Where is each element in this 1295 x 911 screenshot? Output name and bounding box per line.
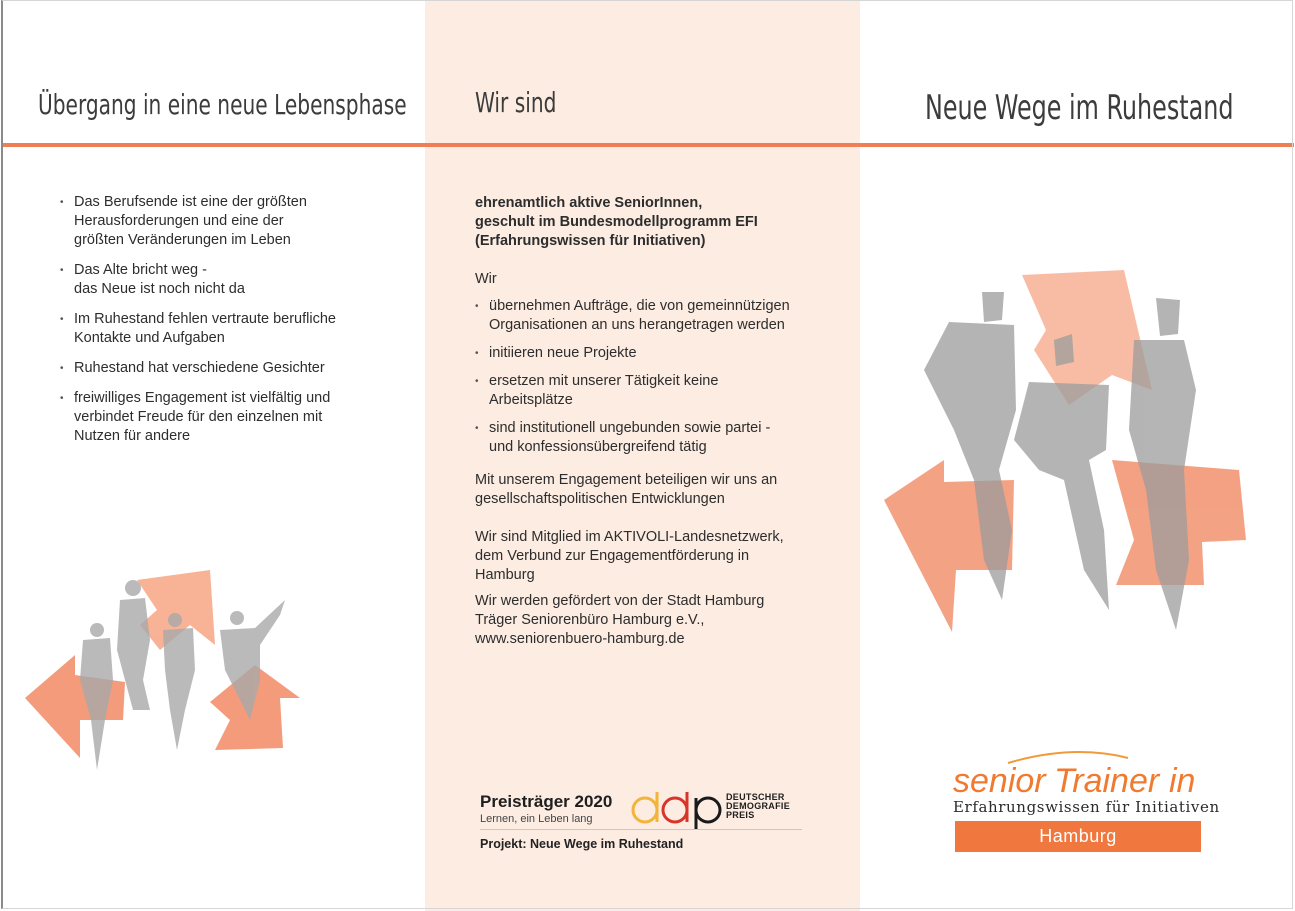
demografie-preis-text — [726, 793, 790, 820]
list-item-line: Arbeitsplätze — [489, 392, 573, 408]
text-line: Hamburg — [475, 567, 535, 583]
list-item-line: Organisationen an uns herangetragen werden — [489, 317, 785, 333]
brand-subtitle: Erfahrungswissen für Initiativen — [953, 798, 1220, 816]
list-item — [475, 372, 825, 410]
brand-name-trainer: Trainer — [1054, 762, 1160, 798]
list-item-line: übernehmen Aufträge, die von gemeinnützigen — [489, 298, 790, 314]
list-item — [475, 297, 825, 335]
wir-label: Wir — [475, 271, 497, 287]
figure-head — [125, 580, 141, 596]
intro-text — [475, 194, 825, 251]
list-item — [475, 344, 825, 363]
figure-body — [163, 628, 195, 750]
list-item-line: Herausforderungen und eine der — [74, 213, 284, 229]
list-item-line: größten Veränderungen im Leben — [74, 232, 291, 248]
list-item — [60, 261, 380, 299]
brand-city: Hamburg — [955, 821, 1201, 852]
figure-head — [982, 292, 1004, 322]
engagement-paragraph — [475, 471, 825, 509]
middle-panel-heading: Wir sind — [475, 86, 557, 119]
list-item-line: ersetzen mit unserer Tätigkeit keine — [489, 373, 719, 389]
demografie-preis-logo — [630, 790, 725, 830]
list-item-line: Ruhestand hat verschiedene Gesichter — [74, 360, 325, 376]
list-item — [60, 389, 380, 446]
list-item-line: sind institutionell ungebunden sowie partei - — [489, 420, 771, 436]
list-item-line: und konfessionsübergreifend tätig — [489, 439, 707, 455]
left-bullet-list — [60, 193, 380, 457]
list-item-line: verbindet Freude für den einzelnen mit — [74, 409, 323, 425]
text-line: gesellschaftspolitischen Entwicklungen — [475, 491, 725, 507]
network-paragraph — [475, 528, 825, 585]
header-divider — [3, 143, 1294, 147]
left-panel-heading: Übergang in eine neue Lebensphase — [38, 88, 407, 121]
text-line: dem Verbund zur Engagementförderung in — [475, 548, 750, 564]
brand-name-senior: senior — [953, 762, 1046, 798]
funding-paragraph — [475, 592, 825, 649]
list-item-line: Im Ruhestand fehlen vertraute berufliche — [74, 311, 336, 327]
award-divider — [480, 829, 802, 830]
list-item — [60, 359, 380, 378]
list-item — [60, 193, 380, 250]
brand-name-in: in — [1169, 762, 1196, 798]
text-line: (Erfahrungswissen für Initiativen) — [475, 233, 706, 249]
text-line: DEMOGRAFIE — [726, 801, 791, 811]
list-item-line: Kontakte und Aufgaben — [74, 330, 225, 346]
text-line: Träger Seniorenbüro Hamburg e.V., — [475, 612, 705, 628]
figure-body — [1014, 382, 1109, 610]
senior-trainerin-logo — [953, 748, 1203, 798]
figure-head — [168, 613, 182, 627]
right-panel-heading: Neue Wege im Ruhestand — [925, 88, 1234, 128]
left-figures-illustration — [25, 570, 310, 775]
text-line: PREIS — [726, 810, 755, 820]
list-item-line: freiwilliges Engagement ist vielfältig und — [74, 390, 331, 406]
text-line: DEUTSCHER — [726, 792, 785, 802]
figure-head — [90, 623, 104, 637]
list-item — [60, 310, 380, 348]
text-line: www.seniorenbuero-hamburg.de — [475, 631, 685, 647]
middle-bullet-list — [475, 297, 825, 466]
list-item-line: Das Berufsende ist eine der größten — [74, 194, 307, 210]
award-subtitle: Lernen, ein Leben lang — [480, 813, 593, 825]
list-item-line: Das Alte bricht weg - — [74, 262, 207, 278]
list-item-line: Nutzen für andere — [74, 428, 191, 444]
award-title: Preisträger 2020 — [480, 792, 613, 811]
text-line: Mit unserem Engagement beteiligen wir uns an — [475, 472, 778, 488]
text-line: Wir sind Mitglied im AKTIVOLI-Landesnetzwerk, — [475, 529, 784, 545]
list-item-line: das Neue ist noch nicht da — [74, 281, 245, 297]
figure-head — [1156, 298, 1180, 336]
text-line: Wir werden gefördert von der Stadt Hamburg — [475, 593, 765, 609]
right-figures-illustration — [884, 270, 1249, 635]
figure-head — [230, 611, 244, 625]
list-item-line: initiieren neue Projekte — [489, 345, 637, 361]
text-line: geschult im Bundesmodellprogramm EFI — [475, 214, 758, 230]
text-line: ehrenamtlich aktive SeniorInnen, — [475, 195, 703, 211]
award-project: Projekt: Neue Wege im Ruhestand — [480, 837, 684, 851]
list-item — [475, 419, 825, 457]
